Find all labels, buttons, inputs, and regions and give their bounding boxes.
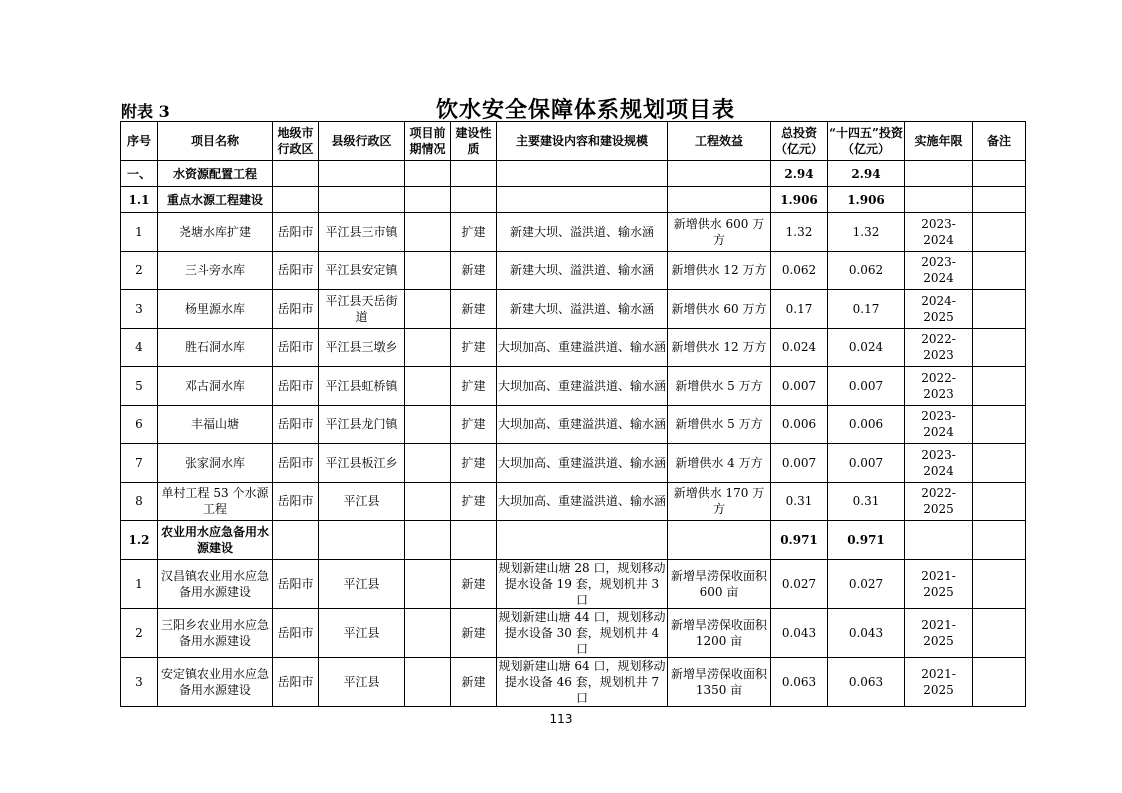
cell-total-investment: 0.971 — [771, 521, 828, 560]
cell-period: 2021-2025 — [905, 559, 973, 608]
cell-total-investment: 0.007 — [771, 444, 828, 483]
cell-total-investment: 0.024 — [771, 328, 828, 367]
cell-benefit: 新增供水 12 万方 — [668, 251, 771, 290]
cell-benefit: 新增供水 4 万方 — [668, 444, 771, 483]
cell-content — [497, 521, 668, 560]
cell-index: 1 — [121, 213, 158, 252]
cell-remarks — [973, 521, 1026, 560]
cell-total-investment: 1.906 — [771, 187, 828, 213]
cell-content: 新建大坝、溢洪道、输水涵 — [497, 290, 668, 329]
cell-benefit: 新增供水 170 万方 — [668, 482, 771, 521]
cell-14th-investment: 0.006 — [828, 405, 905, 444]
cell-index: 3 — [121, 290, 158, 329]
cell-county — [319, 521, 405, 560]
cell-index: 7 — [121, 444, 158, 483]
cell-total-investment: 0.063 — [771, 657, 828, 706]
cell-nature: 扩建 — [451, 482, 497, 521]
cell-city: 岳阳市 — [273, 657, 319, 706]
cell-preliminary — [405, 251, 451, 290]
cell-14th-investment: 0.024 — [828, 328, 905, 367]
cell-preliminary — [405, 405, 451, 444]
cell-county — [319, 187, 405, 213]
cell-total-investment: 0.006 — [771, 405, 828, 444]
cell-total-investment: 0.17 — [771, 290, 828, 329]
cell-remarks — [973, 251, 1026, 290]
col-header-city: 地级市行政区 — [273, 122, 319, 161]
cell-preliminary — [405, 521, 451, 560]
cell-content: 新建大坝、溢洪道、输水涵 — [497, 213, 668, 252]
cell-preliminary — [405, 559, 451, 608]
cell-project-name: 农业用水应急备用水源建设 — [158, 521, 273, 560]
cell-benefit — [668, 521, 771, 560]
cell-project-name: 单村工程 53 个水源工程 — [158, 482, 273, 521]
cell-remarks — [973, 187, 1026, 213]
cell-period: 2023-2024 — [905, 405, 973, 444]
cell-remarks — [973, 608, 1026, 657]
cell-remarks — [973, 657, 1026, 706]
cell-nature: 扩建 — [451, 367, 497, 406]
cell-preliminary — [405, 608, 451, 657]
cell-county: 平江县安定镇 — [319, 251, 405, 290]
cell-benefit: 新增旱涝保收面积 1350 亩 — [668, 657, 771, 706]
cell-preliminary — [405, 482, 451, 521]
cell-index: 5 — [121, 367, 158, 406]
table-row — [121, 559, 1026, 608]
col-header-index: 序号 — [121, 122, 158, 161]
cell-14th-investment: 0.007 — [828, 444, 905, 483]
cell-content: 新建大坝、溢洪道、输水涵 — [497, 251, 668, 290]
cell-period: 2023-2024 — [905, 213, 973, 252]
cell-county: 平江县板江乡 — [319, 444, 405, 483]
cell-nature: 扩建 — [451, 405, 497, 444]
cell-index: 1.1 — [121, 187, 158, 213]
cell-nature — [451, 161, 497, 187]
col-header-nature: 建设性质 — [451, 122, 497, 161]
cell-nature — [451, 521, 497, 560]
cell-county: 平江县虹桥镇 — [319, 367, 405, 406]
col-header-total-investment: 总投资（亿元） — [771, 122, 828, 161]
cell-index: 1 — [121, 559, 158, 608]
cell-city: 岳阳市 — [273, 213, 319, 252]
cell-period: 2022-2023 — [905, 367, 973, 406]
section-row — [121, 161, 1026, 187]
cell-project-name: 汉昌镇农业用水应急备用水源建设 — [158, 559, 273, 608]
cell-index: 2 — [121, 251, 158, 290]
table-row — [121, 482, 1026, 521]
table-row — [121, 213, 1026, 252]
table-row — [121, 251, 1026, 290]
cell-city: 岳阳市 — [273, 328, 319, 367]
cell-county: 平江县龙门镇 — [319, 405, 405, 444]
cell-content: 大坝加高、重建溢洪道、输水涵 — [497, 444, 668, 483]
cell-content: 大坝加高、重建溢洪道、输水涵 — [497, 482, 668, 521]
cell-county: 平江县 — [319, 657, 405, 706]
cell-period: 2022-2023 — [905, 328, 973, 367]
cell-nature — [451, 187, 497, 213]
cell-nature: 新建 — [451, 290, 497, 329]
cell-project-name: 三阳乡农业用水应急备用水源建设 — [158, 608, 273, 657]
cell-benefit — [668, 187, 771, 213]
cell-index: 3 — [121, 657, 158, 706]
cell-city: 岳阳市 — [273, 405, 319, 444]
cell-14th-investment: 1.906 — [828, 187, 905, 213]
cell-remarks — [973, 367, 1026, 406]
cell-14th-investment: 0.043 — [828, 608, 905, 657]
cell-preliminary — [405, 290, 451, 329]
cell-content: 规划新建山塘 64 口，规划移动提水设备 46 套，规划机井 7 口 — [497, 657, 668, 706]
cell-remarks — [973, 213, 1026, 252]
cell-benefit: 新增供水 5 万方 — [668, 367, 771, 406]
cell-nature: 扩建 — [451, 444, 497, 483]
cell-content: 大坝加高、重建溢洪道、输水涵 — [497, 367, 668, 406]
cell-14th-investment: 0.007 — [828, 367, 905, 406]
cell-remarks — [973, 161, 1026, 187]
col-header-14th-investment: “十四五”投资（亿元） — [828, 122, 905, 161]
cell-county — [319, 161, 405, 187]
cell-city — [273, 161, 319, 187]
cell-14th-investment: 0.971 — [828, 521, 905, 560]
cell-content: 大坝加高、重建溢洪道、输水涵 — [497, 328, 668, 367]
cell-project-name: 张家洞水库 — [158, 444, 273, 483]
project-table — [120, 121, 1026, 707]
cell-benefit: 新增供水 5 万方 — [668, 405, 771, 444]
cell-period: 2022-2025 — [905, 482, 973, 521]
cell-total-investment: 2.94 — [771, 161, 828, 187]
cell-nature: 新建 — [451, 657, 497, 706]
cell-total-investment: 1.32 — [771, 213, 828, 252]
cell-county: 平江县三市镇 — [319, 213, 405, 252]
cell-period — [905, 161, 973, 187]
cell-period: 2023-2024 — [905, 251, 973, 290]
cell-city: 岳阳市 — [273, 367, 319, 406]
cell-remarks — [973, 559, 1026, 608]
cell-preliminary — [405, 657, 451, 706]
cell-index: 8 — [121, 482, 158, 521]
cell-preliminary — [405, 328, 451, 367]
cell-total-investment: 0.062 — [771, 251, 828, 290]
cell-total-investment: 0.043 — [771, 608, 828, 657]
cell-benefit — [668, 161, 771, 187]
cell-project-name: 三斗旁水库 — [158, 251, 273, 290]
cell-city: 岳阳市 — [273, 608, 319, 657]
cell-benefit: 新增旱涝保收面积 600 亩 — [668, 559, 771, 608]
table-row — [121, 328, 1026, 367]
table-body — [121, 161, 1026, 707]
cell-preliminary — [405, 367, 451, 406]
cell-benefit: 新增供水 60 万方 — [668, 290, 771, 329]
col-header-period: 实施年限 — [905, 122, 973, 161]
table-header-row — [121, 122, 1026, 161]
cell-total-investment: 0.007 — [771, 367, 828, 406]
table-row — [121, 405, 1026, 444]
cell-14th-investment: 2.94 — [828, 161, 905, 187]
cell-city: 岳阳市 — [273, 444, 319, 483]
cell-14th-investment: 0.062 — [828, 251, 905, 290]
col-header-county: 县级行政区 — [319, 122, 405, 161]
page-title: 饮水安全保障体系规划项目表 — [436, 97, 736, 123]
cell-city: 岳阳市 — [273, 559, 319, 608]
cell-city: 岳阳市 — [273, 290, 319, 329]
cell-total-investment: 0.027 — [771, 559, 828, 608]
table-row — [121, 608, 1026, 657]
cell-period: 2023-2024 — [905, 444, 973, 483]
cell-project-name: 安定镇农业用水应急备用水源建设 — [158, 657, 273, 706]
cell-preliminary — [405, 213, 451, 252]
cell-nature: 新建 — [451, 251, 497, 290]
appendix-label: 附表 3 — [121, 102, 170, 121]
cell-county: 平江县天岳街道 — [319, 290, 405, 329]
cell-period: 2021-2025 — [905, 608, 973, 657]
cell-project-name: 重点水源工程建设 — [158, 187, 273, 213]
table-row — [121, 290, 1026, 329]
cell-preliminary — [405, 161, 451, 187]
cell-project-name: 胜石洞水库 — [158, 328, 273, 367]
page-number: 113 — [549, 712, 573, 726]
cell-content — [497, 187, 668, 213]
cell-period — [905, 521, 973, 560]
cell-project-name: 杨里源水库 — [158, 290, 273, 329]
cell-project-name: 水资源配置工程 — [158, 161, 273, 187]
cell-index: 1.2 — [121, 521, 158, 560]
col-header-content: 主要建设内容和建设规模 — [497, 122, 668, 161]
cell-city: 岳阳市 — [273, 482, 319, 521]
cell-total-investment: 0.31 — [771, 482, 828, 521]
cell-city — [273, 521, 319, 560]
cell-remarks — [973, 444, 1026, 483]
cell-index: 一、 — [121, 161, 158, 187]
cell-nature: 扩建 — [451, 213, 497, 252]
cell-14th-investment: 1.32 — [828, 213, 905, 252]
cell-county: 平江县 — [319, 608, 405, 657]
cell-county: 平江县三墩乡 — [319, 328, 405, 367]
table-row — [121, 444, 1026, 483]
table-row — [121, 657, 1026, 706]
cell-index: 4 — [121, 328, 158, 367]
cell-14th-investment: 0.31 — [828, 482, 905, 521]
col-header-benefit: 工程效益 — [668, 122, 771, 161]
cell-period: 2024-2025 — [905, 290, 973, 329]
table-row — [121, 367, 1026, 406]
cell-remarks — [973, 482, 1026, 521]
cell-benefit: 新增旱涝保收面积 1200 亩 — [668, 608, 771, 657]
cell-remarks — [973, 405, 1026, 444]
cell-preliminary — [405, 187, 451, 213]
cell-benefit: 新增供水 600 万方 — [668, 213, 771, 252]
cell-content: 大坝加高、重建溢洪道、输水涵 — [497, 405, 668, 444]
cell-project-name: 邓古洞水库 — [158, 367, 273, 406]
cell-remarks — [973, 328, 1026, 367]
col-header-remarks: 备注 — [973, 122, 1026, 161]
cell-index: 2 — [121, 608, 158, 657]
cell-period: 2021-2025 — [905, 657, 973, 706]
cell-county: 平江县 — [319, 559, 405, 608]
cell-nature: 新建 — [451, 608, 497, 657]
cell-content: 规划新建山塘 44 口，规划移动提水设备 30 套，规划机井 4 口 — [497, 608, 668, 657]
cell-project-name: 丰福山塘 — [158, 405, 273, 444]
col-header-preliminary: 项目前期情况 — [405, 122, 451, 161]
cell-preliminary — [405, 444, 451, 483]
cell-nature: 新建 — [451, 559, 497, 608]
cell-14th-investment: 0.17 — [828, 290, 905, 329]
col-header-project-name: 项目名称 — [158, 122, 273, 161]
cell-content: 规划新建山塘 28 口，规划移动提水设备 19 套，规划机井 3 口 — [497, 559, 668, 608]
cell-14th-investment: 0.063 — [828, 657, 905, 706]
section-row — [121, 187, 1026, 213]
cell-project-name: 尧塘水库扩建 — [158, 213, 273, 252]
cell-nature: 扩建 — [451, 328, 497, 367]
cell-content — [497, 161, 668, 187]
cell-benefit: 新增供水 12 万方 — [668, 328, 771, 367]
cell-14th-investment: 0.027 — [828, 559, 905, 608]
cell-city: 岳阳市 — [273, 251, 319, 290]
cell-county: 平江县 — [319, 482, 405, 521]
cell-city — [273, 187, 319, 213]
table-row — [121, 521, 1026, 560]
cell-index: 6 — [121, 405, 158, 444]
cell-remarks — [973, 290, 1026, 329]
cell-period — [905, 187, 973, 213]
